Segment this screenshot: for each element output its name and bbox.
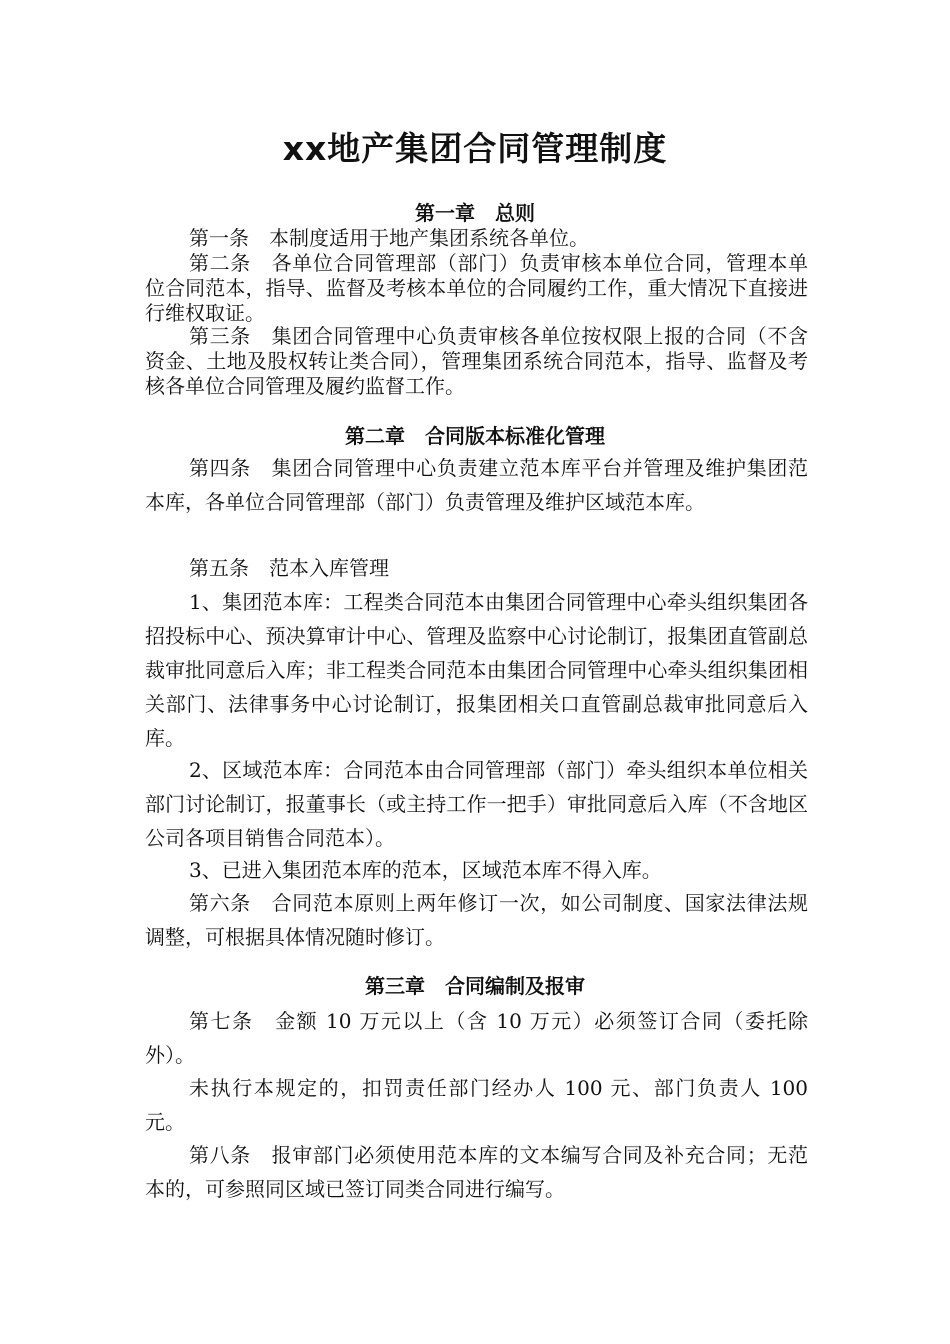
article-5-paragraph: 第五条 范本入库管理 [189,556,389,580]
document-title: xx地产集团合同管理制度 [282,129,668,168]
clause-5-2-paragraph: 2、区域范本库：合同范本由合同管理部（部门）牵头组织本单位相关部门讨论制订，报董事长（或主持工作一把手）审批同意后入库（不含地区公司各项目销售合同范本）。 [145,758,808,850]
penalty-paragraph: 未执行本规定的，扣罚责任部门经办人 100 元、部门负责人 100 元。 [145,1076,808,1134]
clause-5-1-paragraph: 1、集团范本库：工程类合同范本由集团合同管理中心牵头组织集团各招投标中心、预决算审计中心、管理及监察中心讨论制订，报集团直管副总裁审批同意后入库；非工程类合同范本由集团合同管理中心牵头组织集团相关部门、法律事务中心讨论制订，报集团相关口直管副总裁审批同意后入库。 [145,590,808,750]
article-4-paragraph: 第四条 集团合同管理中心负责建立范本库平台并管理及维护集团范本库，各单位合同管理部（部门）负责管理及维护区域范本库。 [145,456,808,514]
chapter-2-heading: 第二章 合同版本标准化管理 [345,424,605,448]
article-7-paragraph: 第七条 金额 10 万元以上（含 10 万元）必须签订合同（委托除外）。 [145,1009,808,1067]
clause-5-3-paragraph: 3、已进入集团范本库的范本，区域范本库不得入库。 [189,858,662,882]
article-6-paragraph: 第六条 合同范本原则上两年修订一次，如公司制度、国家法律法规调整，可根据具体情况随时修订。 [145,891,808,949]
article-3-paragraph: 第三条 集团合同管理中心负责审核各单位按权限上报的合同（不含资金、土地及股权转让类合同），管理集团系统合同范本，指导、监督及考核各单位合同管理及履约监督工作。 [145,324,808,398]
chapter-1-heading: 第一章 总则 [415,201,535,225]
chapter-3-heading: 第三章 合同编制及报审 [365,974,585,998]
article-1-paragraph: 第一条 本制度适用于地产集团系统各单位。 [189,226,589,250]
article-8-paragraph: 第八条 报审部门必须使用范本库的文本编写合同及补充合同；无范本的，可参照同区域已签订同类合同进行编写。 [145,1143,808,1201]
article-2-paragraph: 第二条 各单位合同管理部（部门）负责审核本单位合同，管理本单位合同范本，指导、监督及考核本单位的合同履约工作，重大情况下直接进行维权取证。 [145,251,808,325]
